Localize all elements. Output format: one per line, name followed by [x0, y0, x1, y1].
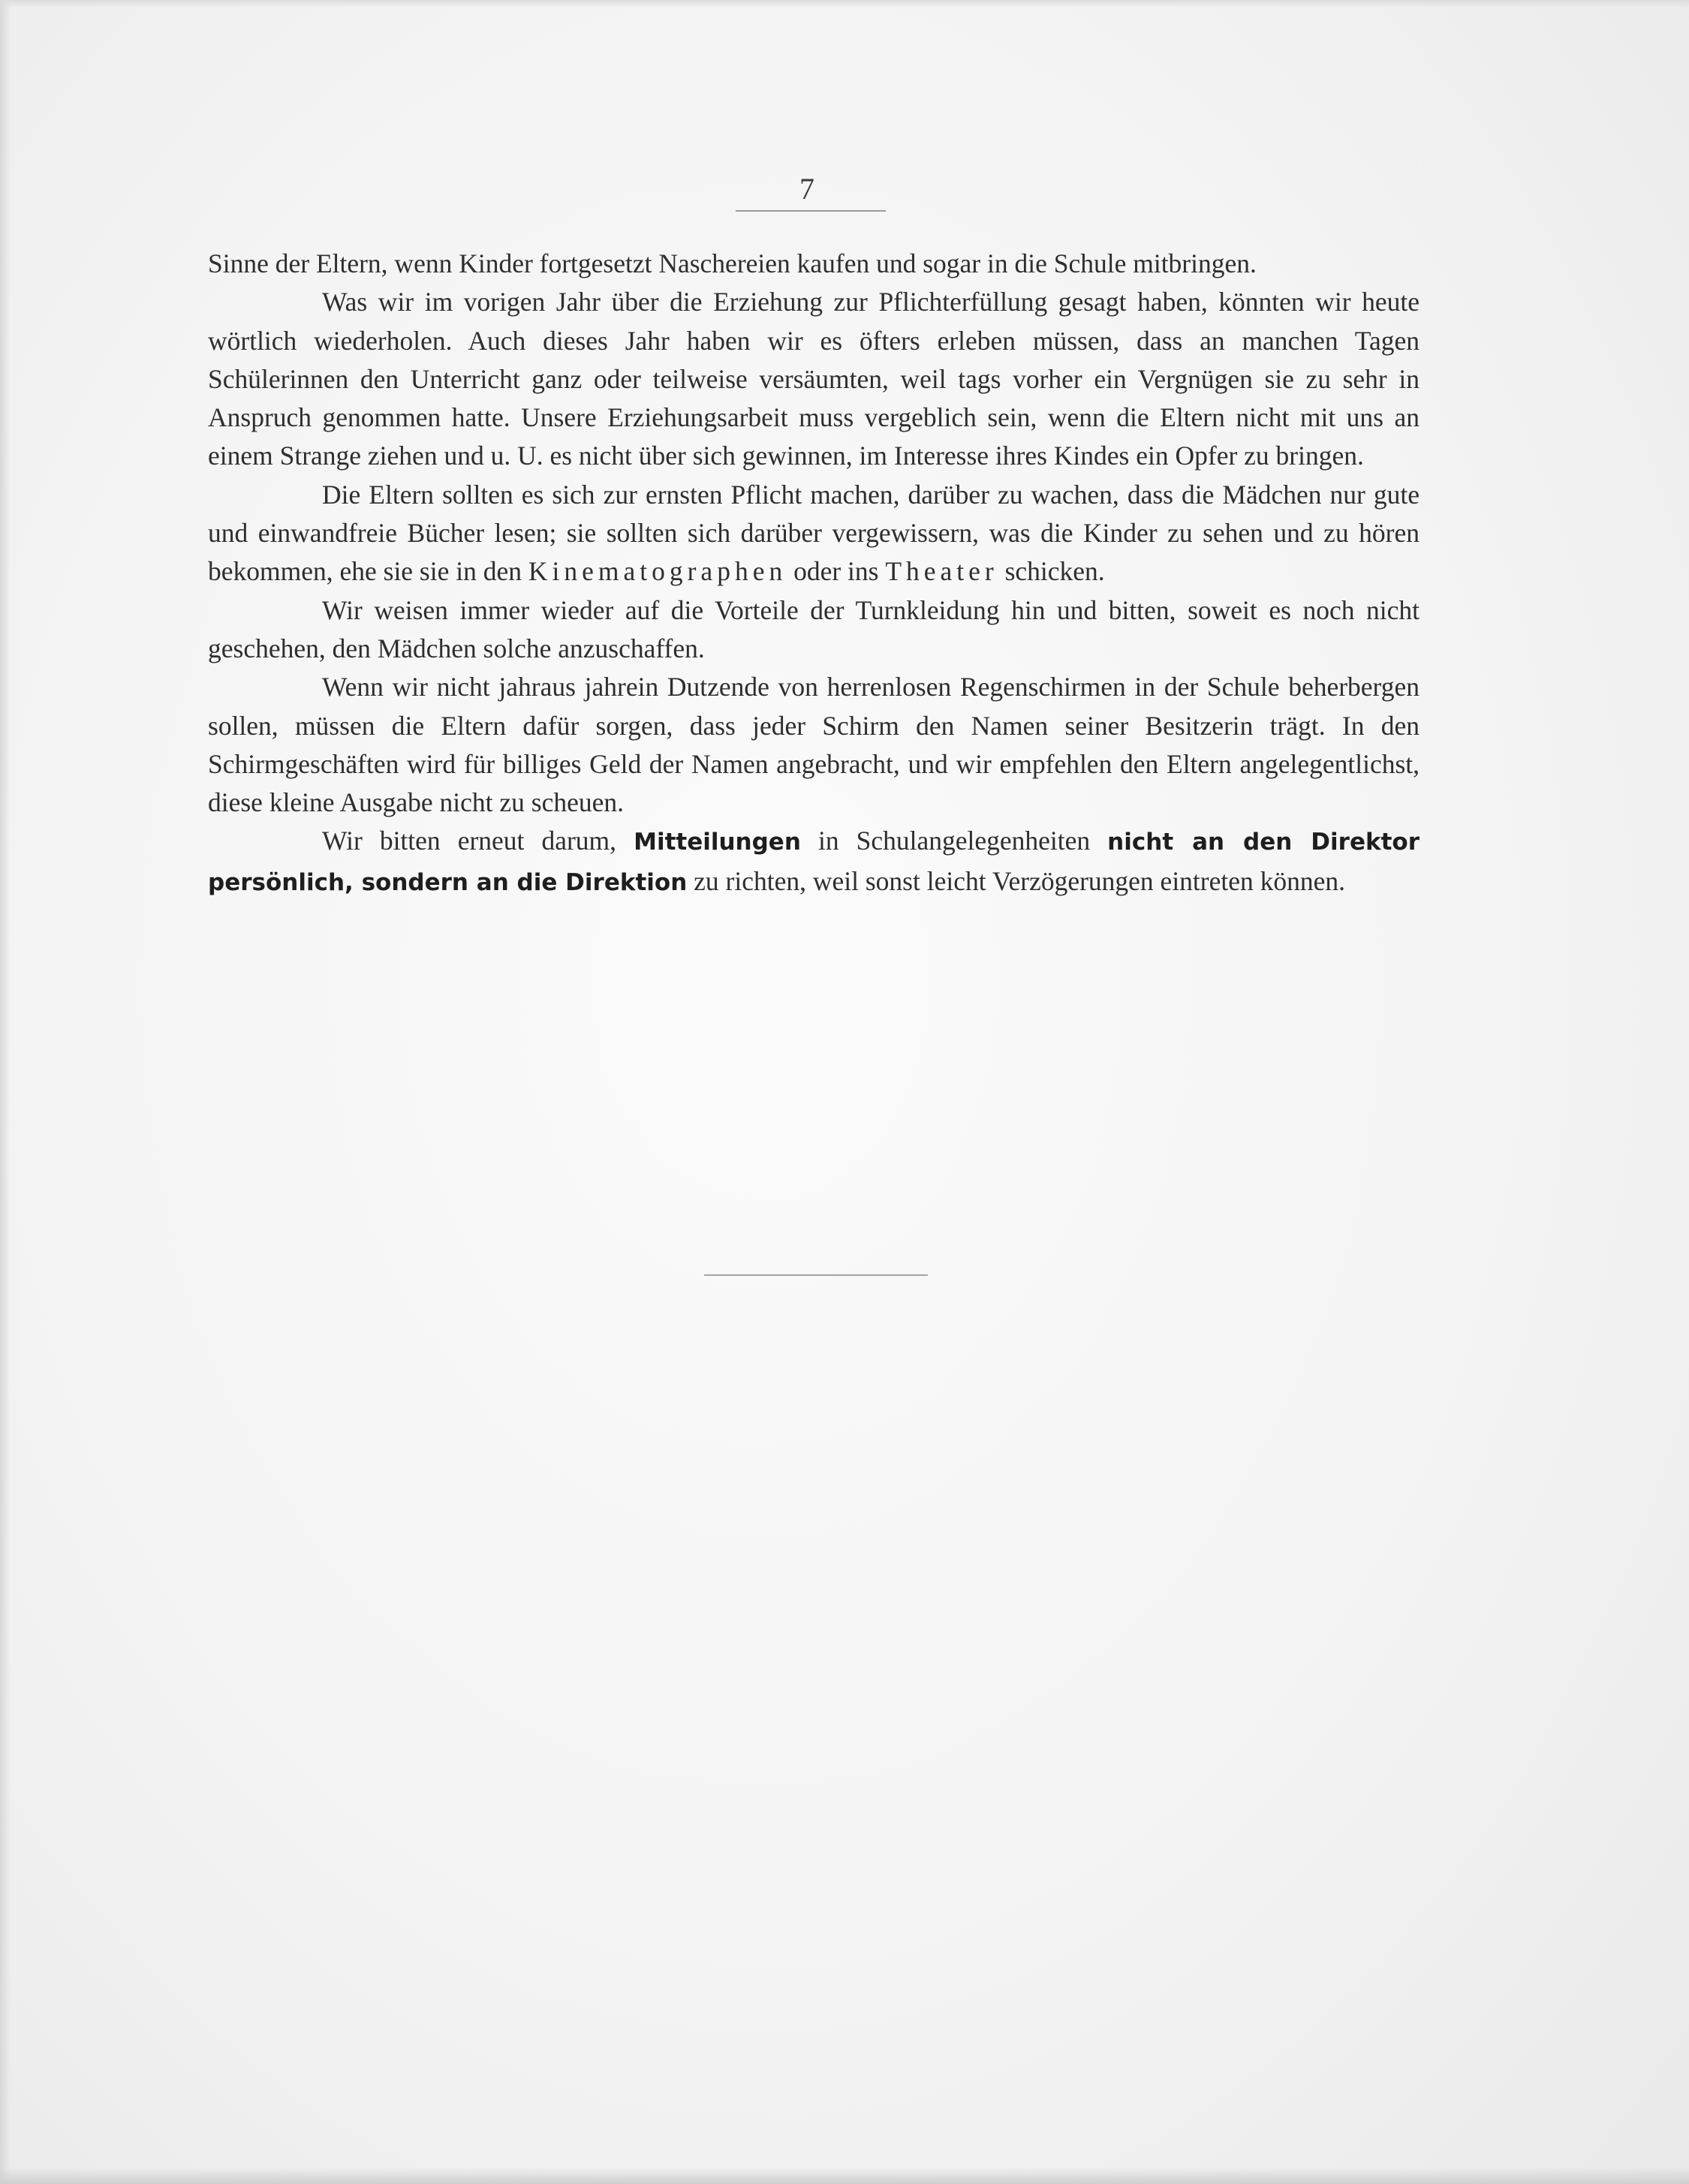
paragraph-mitteilungen: [208, 822, 1420, 902]
scan-edge-top: [0, 0, 1689, 8]
spaced-word-kinematographen: Kinematographen: [528, 556, 787, 587]
paragraph-text: Wir bitten erneut darum,: [322, 826, 634, 856]
paragraph-naschereien: Sinne der Eltern, wenn Kinder fortgesetzt Naschereien kaufen und sogar in die Schule mitbringen.: [208, 248, 1257, 278]
paragraph-text: schicken.: [998, 556, 1105, 587]
paragraph-text: zu richten, weil sonst leicht Verzögerungen eintreten können.: [687, 865, 1345, 896]
paragraph-buecher-kinematographen: [208, 476, 1420, 591]
closing-rule: [704, 1274, 928, 1276]
header-rule: [736, 210, 886, 212]
paragraph-text: oder ins: [787, 556, 886, 587]
paragraph-text: in Schulangelegenheiten: [800, 826, 1108, 856]
page-number: 7: [799, 172, 814, 206]
scan-edge-bottom: [0, 2167, 1689, 2184]
body-text: [208, 245, 1420, 902]
bold-text-direktion: nicht an den Direktor persönlich, sondern an die Direktion: [208, 829, 1420, 896]
paragraph-text: Die Eltern sollten es sich zur ernsten Pflicht machen, darüber zu wachen, dass die Mädchen nur gute und einwandfreie Bücher lesen; sie sollten sich darüber vergewissern, was die Kinder zu sehen und zu hören bekommen, ehe sie sie in den: [208, 479, 1420, 587]
scan-edge-left: [0, 0, 11, 2184]
paragraph-regenschirme: Wenn wir nicht jahraus jahrein Dutzende von herrenlosen Regenschirmen in der Schule beherbergen sollen, müssen die Eltern dafür sorgen, dass jeder Schirm den Namen seiner Besitzerin trägt. In den Schirmgeschäften wird für billiges Geld der Namen angebracht, und wir empfehlen den Eltern angelegentlichst, diese kleine Ausgabe nicht zu scheuen.: [208, 672, 1420, 818]
bold-text-mitteilungen: Mitteilungen: [634, 829, 801, 856]
paragraph-turnkleidung: Wir weisen immer wieder auf die Vorteile der Turnkleidung hin und bitten, soweit es noch nicht geschehen, den Mädchen solche anzuschaffen.: [208, 594, 1420, 663]
paragraph-pflichterfuellung: Was wir im vorigen Jahr über die Erziehung zur Pflichterfüllung gesagt haben, könnten wir heute wörtlich wiederholen. Auch dieses Jahr haben wir es öfters erleben müssen, dass an manchen Tagen Schülerinnen den Unterricht ganz oder teilweise versäumten, weil tags vorher ein Vergnügen sie zu sehr in Anspruch genommen hatte. Unsere Erziehungsarbeit muss vergeblich sein, wenn die Eltern nicht mit uns an einem Strange ziehen und u. U. es nicht über sich gewinnen, im Interesse ihres Kindes ein Opfer zu bringen.: [208, 287, 1420, 471]
spaced-word-theater: Theater: [885, 556, 998, 587]
